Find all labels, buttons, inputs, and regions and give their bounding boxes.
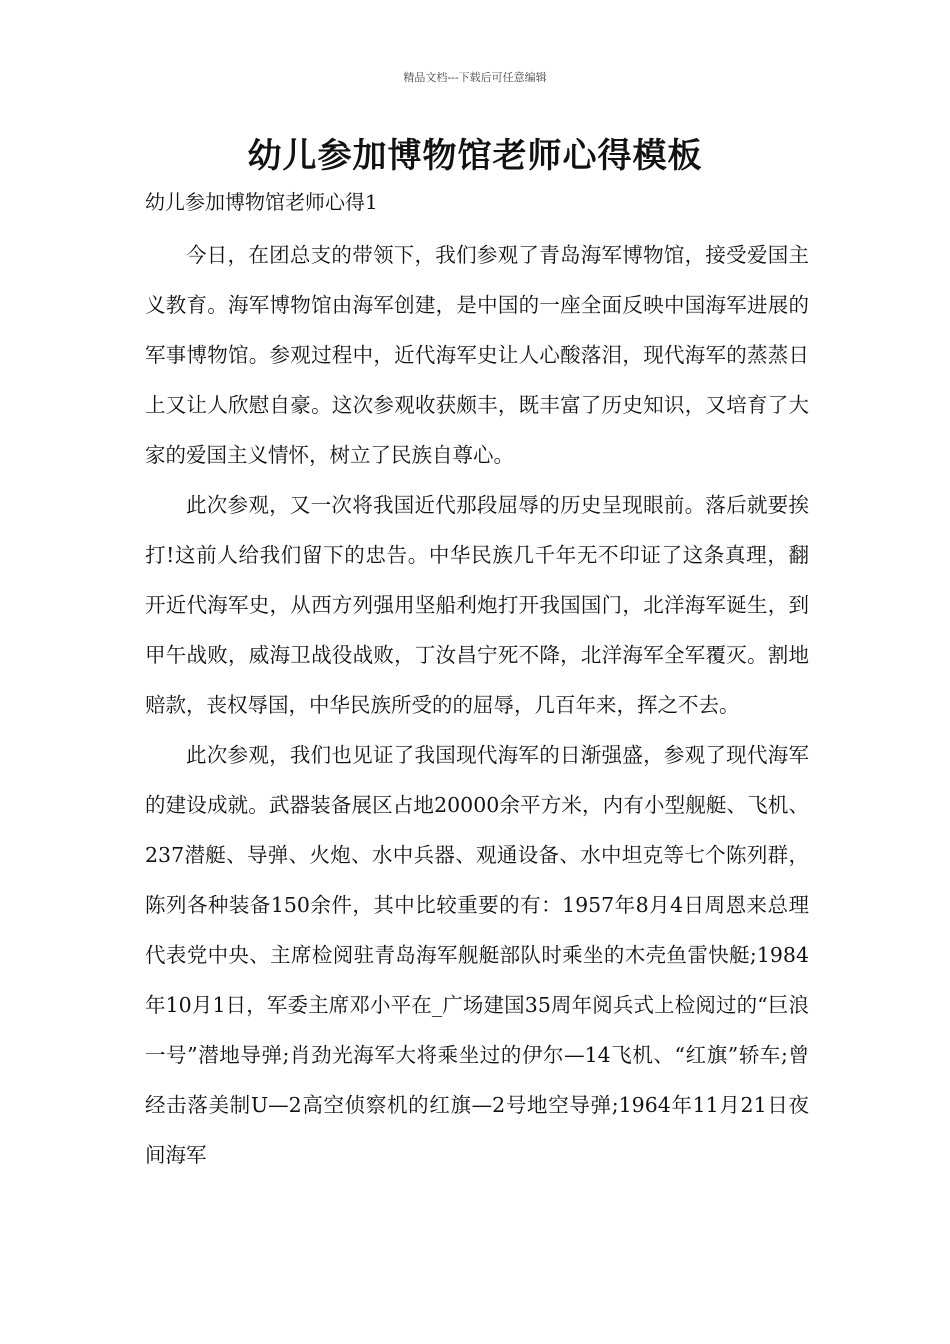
- paragraph-3: 此次参观，我们也见证了我国现代海军的日渐强盛，参观了现代海军的建设成就。武器装备展区占地20000余平方米，内有小型舰艇、飞机、237潜艇、导弹、火炮、水中兵器、观通设备、水中坦克等七个陈列群，陈列各种装备150余件，其中比较重要的有：1957年8月4日周恩来总理代表党中央、主席检阅驻青岛海军舰艇部队时乘坐的木壳鱼雷快艇;1984年10月1日，军委主席邓小平在_广场建国35周年阅兵式上检阅过的“巨浪一号”潜地导弹;肖劲光海军大将乘坐过的伊尔—14飞机、“红旗”轿车;曾经击落美制U—2高空侦察机的红旗—2号地空导弹;1964年11月21日夜间海军: [145, 743, 809, 1167]
- header-note: 精品文档---下载后可任意编辑: [403, 71, 547, 84]
- paragraph-2: 此次参观，又一次将我国近代那段屈辱的历史呈现眼前。落后就要挨打!这前人给我们留下的忠告。中华民族几千年无不印证了这条真理，翻开近代海军史，从西方列强用坚船利炮打开我国国门，北洋海军诞生，到甲午战败，威海卫战役战败，丁汝昌宁死不降，北洋海军全军覆灭。割地赔款，丧权辱国，中华民族所受的的屈辱，几百年来，挥之不去。: [145, 493, 809, 717]
- document-body: [145, 230, 809, 1180]
- document-title: 幼儿参加博物馆老师心得模板: [247, 136, 703, 176]
- section-subheading: 幼儿参加博物馆老师心得1: [145, 190, 378, 214]
- paragraph-1: 今日，在团总支的带领下，我们参观了青岛海军博物馆，接受爱国主义教育。海军博物馆由海军创建，是中国的一座全面反映中国海军进展的军事博物馆。参观过程中，近代海军史让人心酸落泪，现代海军的蒸蒸日上又让人欣慰自豪。这次参观收获颇丰，既丰富了历史知识，又培育了大家的爱国主义情怀，树立了民族自尊心。: [145, 243, 809, 467]
